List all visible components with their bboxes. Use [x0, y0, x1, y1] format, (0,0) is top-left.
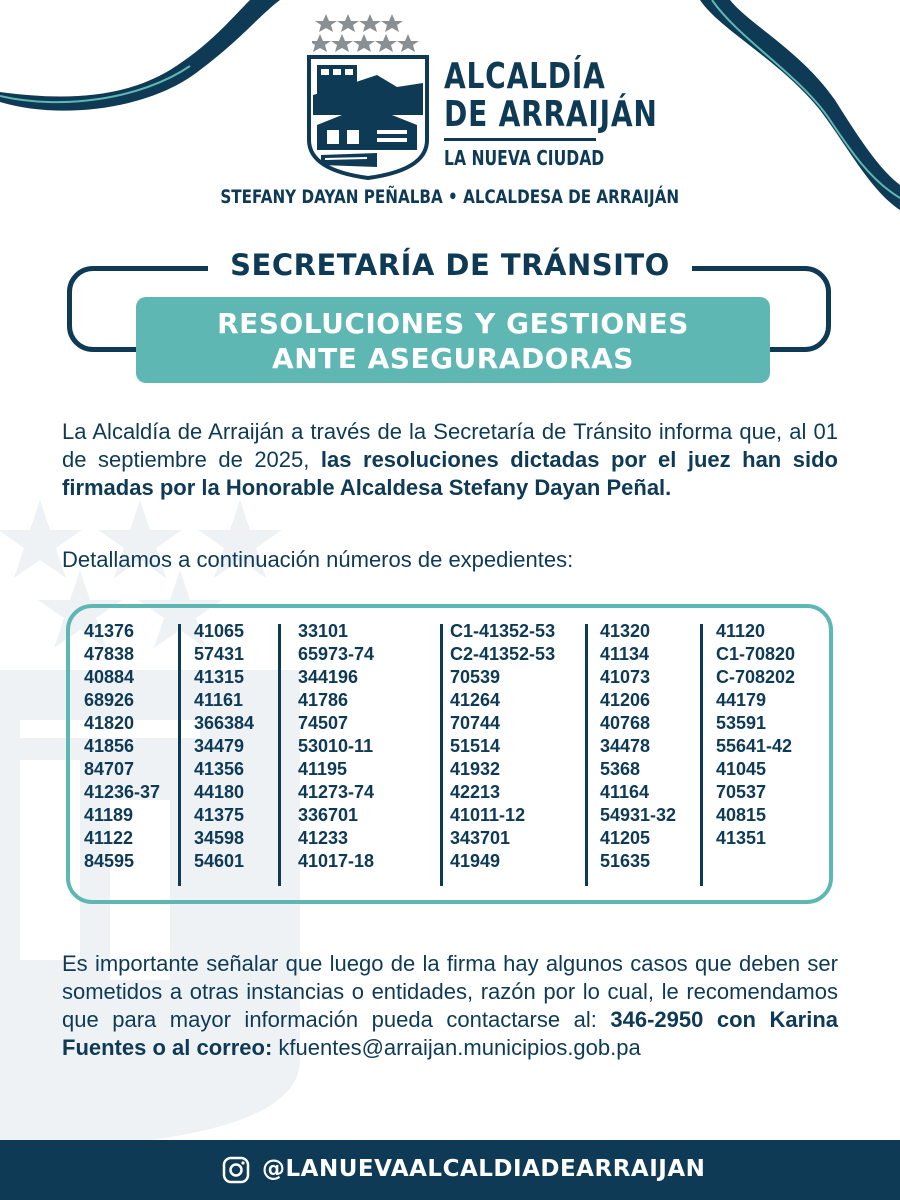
expediente-number: 41375	[194, 805, 245, 825]
expediente-number: 33101	[298, 621, 349, 641]
expediente-number: C1-41352-53	[450, 621, 556, 641]
expediente-number: 343701	[450, 828, 511, 848]
expediente-number: 44179	[716, 690, 767, 710]
subtitle-box	[136, 297, 770, 383]
expediente-number: 40815	[716, 805, 767, 825]
expediente-number: 41164	[600, 782, 650, 802]
expediente-number: 41205	[600, 828, 651, 848]
expediente-number: 51514	[450, 736, 501, 756]
expediente-number: 54931-32	[600, 805, 677, 825]
expediente-number: 41134	[600, 644, 650, 664]
expediente-number: 41949	[450, 851, 501, 871]
brand-name	[444, 58, 718, 169]
intro-bold: las resoluciones dictadas por el juez han sido firmadas por la Honorable Alcaldesa Stefany Dayan Peñal.	[62, 447, 838, 500]
expediente-number: 41932	[450, 759, 501, 779]
expedientes-column-2	[194, 620, 254, 873]
expediente-number: 84595	[84, 851, 135, 871]
intro-paragraph: La Alcaldía de Arraiján a través de la Secretaría de Tránsito informa que, al 01 de septiembre de 2025, las resoluciones dictadas por el juez han sido firmadas por la Honorable Alcaldesa Stefany Dayan Peñal.	[62, 419, 838, 500]
expediente-number: 344196	[298, 667, 359, 687]
expediente-number: C1-70820	[716, 644, 796, 664]
expediente-number: 47838	[84, 644, 135, 664]
expediente-number: 34479	[194, 736, 245, 756]
expediente-number: 41786	[298, 690, 349, 710]
brand-line2: DE ARRAIJÁN	[444, 94, 658, 135]
expediente-number: 57431	[194, 644, 245, 664]
expediente-number: 41233	[298, 828, 349, 848]
expediente-number: 41045	[716, 759, 767, 779]
expediente-number: 41120	[716, 621, 766, 641]
column-separator	[585, 624, 588, 886]
column-separator	[700, 624, 703, 886]
mayor-line: STEFANY DAYAN PEÑALBA • ALCALDESA DE ARRAIJÁN	[220, 186, 680, 208]
brand-divider	[444, 138, 596, 141]
expediente-number: 41073	[600, 667, 651, 687]
closing-paragraph: Es importante señalar que luego de la firma hay algunos casos que deben ser sometidos a otras instancias o entidades, razón por lo cual, le recomendamos que para mayor información pueda contactarse al: 346-2950 con Karina Fuentes o al correo: kfuentes@arraijan.municipios.gob.pa	[62, 951, 838, 1060]
expediente-number: 41122	[84, 828, 134, 848]
expediente-number: 70537	[716, 782, 767, 802]
secretaria-title: SECRETARÍA DE TRÁNSITO	[0, 248, 900, 282]
expediente-number: 41351	[716, 828, 767, 848]
subtitle-line2: ANTE ASEGURADORAS	[272, 342, 634, 375]
column-separator	[278, 624, 281, 886]
expediente-number: 44180	[194, 782, 245, 802]
expedientes-column-3	[298, 620, 374, 873]
expediente-number: 53010-11	[298, 736, 374, 756]
brand-line1: ALCALDÍA	[444, 56, 606, 97]
expediente-number: 5368	[600, 759, 641, 779]
expediente-number: 41273-74	[298, 782, 375, 802]
expediente-number: 41376	[84, 621, 135, 641]
column-separator	[440, 624, 443, 886]
footer-bar	[0, 1140, 900, 1200]
expediente-number: 41189	[84, 805, 134, 825]
expediente-number: 41315	[194, 667, 245, 687]
contact-email[interactable]: kfuentes@arraijan.municipios.gob.pa	[278, 1035, 641, 1060]
expediente-number: 41856	[84, 736, 135, 756]
expediente-number: 34478	[600, 736, 651, 756]
expediente-number: 41820	[84, 713, 135, 733]
logo-shield-icon	[307, 55, 429, 180]
expedientes-column-1	[84, 620, 160, 873]
expediente-number: 366384	[194, 713, 255, 733]
expediente-number: 84707	[84, 759, 135, 779]
expediente-number: 41236-37	[84, 782, 161, 802]
expediente-number: 41011-12	[450, 805, 526, 825]
expediente-number: C-708202	[716, 667, 796, 687]
expediente-number: 68926	[84, 690, 135, 710]
expediente-number: 40884	[84, 667, 135, 687]
brand-tagline: LA NUEVA CIUDAD	[444, 146, 605, 170]
expediente-number: 42213	[450, 782, 501, 802]
logo-stars	[312, 14, 424, 54]
expediente-number: 41161	[194, 690, 244, 710]
expediente-number: 41195	[298, 759, 348, 779]
expediente-number: 74507	[298, 713, 349, 733]
expediente-number: 41264	[450, 690, 501, 710]
expediente-number: 70744	[450, 713, 501, 733]
subtitle-line1: RESOLUCIONES Y GESTIONES	[217, 307, 689, 340]
expediente-number: 40768	[600, 713, 651, 733]
expediente-number: 55641-42	[716, 736, 793, 756]
expediente-number: 54601	[194, 851, 245, 871]
expediente-number: 41017-18	[298, 851, 375, 871]
expediente-number: 336701	[298, 805, 359, 825]
expediente-number: C2-41352-53	[450, 644, 556, 664]
expediente-number: 41320	[600, 621, 651, 641]
expediente-number: 53591	[716, 713, 767, 733]
expedientes-column-4	[450, 620, 555, 873]
expediente-number: 70539	[450, 667, 501, 687]
instagram-handle[interactable]: @LANUEVAALCALDIADEARRAIJAN	[262, 1156, 706, 1182]
expediente-number: 41206	[600, 690, 651, 710]
expediente-number: 65973-74	[298, 644, 375, 664]
expediente-number: 41065	[194, 621, 245, 641]
closing-contact: 346-2950 con Karina Fuentes o al correo:	[62, 1007, 838, 1060]
detail-text: Detallamos a continuación números de expedientes:	[62, 547, 574, 572]
expediente-number: 51635	[600, 851, 651, 871]
expedientes-column-6	[716, 620, 795, 850]
instagram-icon	[222, 1156, 250, 1184]
expediente-number: 41356	[194, 759, 245, 779]
expedientes-column-5	[600, 620, 676, 873]
expediente-number: 34598	[194, 828, 245, 848]
column-separator	[178, 624, 181, 886]
